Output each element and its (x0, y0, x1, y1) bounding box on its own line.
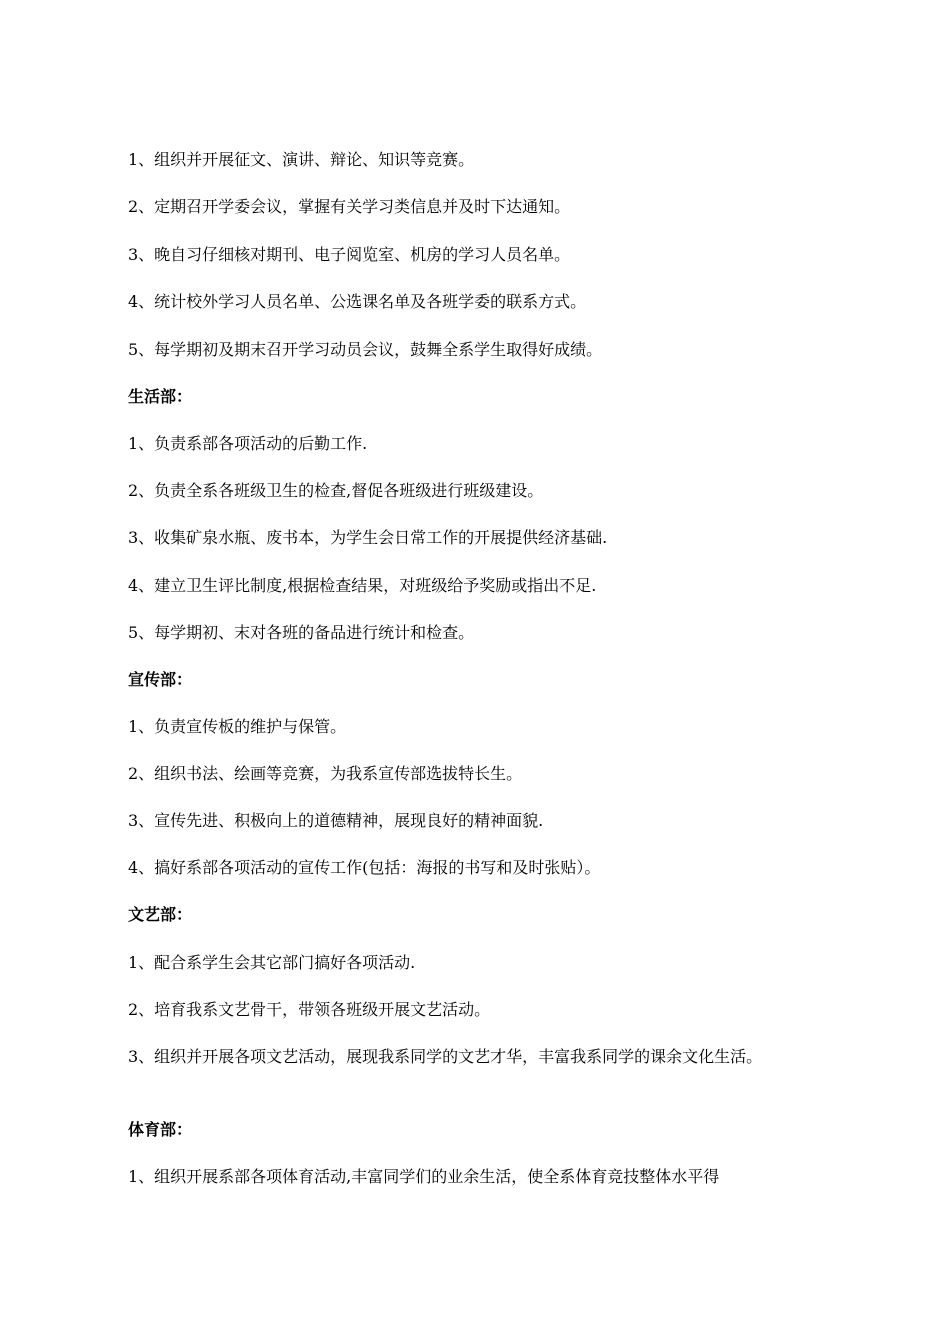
list-item: 1、配合系学生会其它部门搞好各项活动. (128, 953, 416, 972)
list-item: 2、培育我系文艺骨干，带领各班级开展文艺活动。 (128, 1000, 491, 1019)
list-item: 2、负责全系各班级卫生的检查,督促各班级进行班级建设。 (128, 481, 544, 500)
list-item: 4、搞好系部各项活动的宣传工作(包括：海报的书写和及时张贴）。 (128, 858, 601, 877)
list-item: 1、负责宣传板的维护与保管。 (128, 717, 347, 736)
list-item: 2、定期召开学委会议，掌握有关学习类信息并及时下达通知。 (128, 197, 571, 216)
list-item: 1、组织开展系部各项体育活动,丰富同学们的业余生活，使全系体育竞技整体水平得 (128, 1167, 720, 1186)
list-item: 2、组织书法、绘画等竞赛，为我系宣传部选拔特长生。 (128, 764, 523, 783)
section-heading-arts: 文艺部： (128, 905, 193, 924)
list-item: 3、组织并开展各项文艺活动，展现我系同学的文艺才华，丰富我系同学的课余文化生活。 (128, 1047, 763, 1066)
list-item: 4、统计校外学习人员名单、公选课名单及各班学委的联系方式。 (128, 292, 587, 311)
section-heading-publicity: 宣传部： (128, 670, 193, 689)
section-heading-life: 生活部： (128, 387, 193, 406)
list-item: 1、负责系部各项活动的后勤工作. (128, 434, 368, 453)
list-item: 4、建立卫生评比制度,根据检查结果，对班级给予奖励或指出不足. (128, 576, 597, 595)
section-heading-sports: 体育部： (128, 1120, 193, 1139)
list-item: 5、每学期初及期末召开学习动员会议，鼓舞全系学生取得好成绩。 (128, 340, 603, 359)
list-item: 1、组织并开展征文、演讲、辩论、知识等竞赛。 (128, 150, 475, 169)
list-item: 3、晚自习仔细核对期刊、电子阅览室、机房的学习人员名单。 (128, 245, 571, 264)
list-item: 3、宣传先进、积极向上的道德精神，展现良好的精神面貌. (128, 811, 544, 830)
list-item: 3、收集矿泉水瓶、废书本，为学生会日常工作的开展提供经济基础. (128, 528, 608, 547)
list-item: 5、每学期初、末对各班的备品进行统计和检查。 (128, 623, 475, 642)
